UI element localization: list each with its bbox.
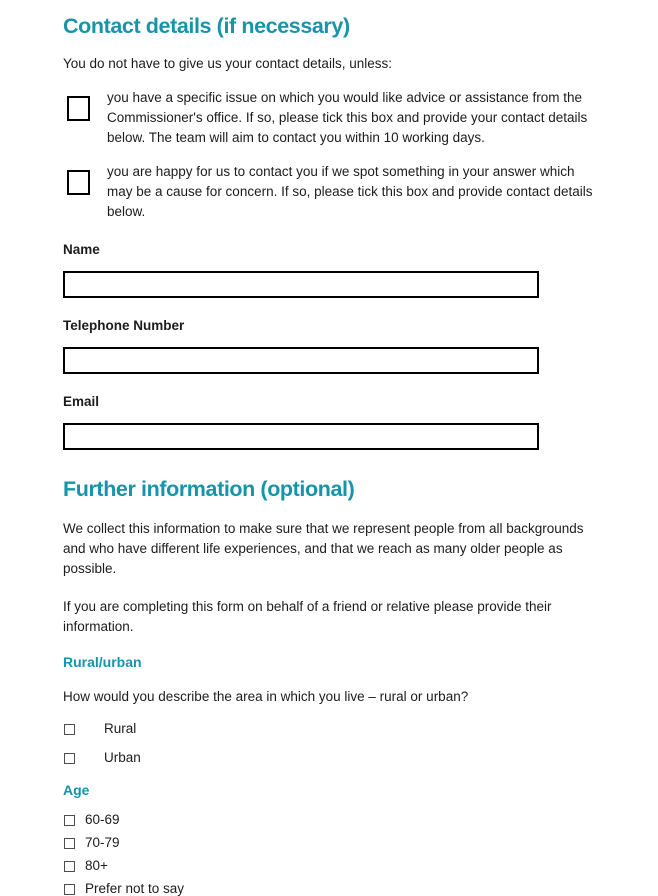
condition-row-concern bbox=[63, 162, 598, 222]
advice-checkbox[interactable] bbox=[67, 96, 90, 121]
further-info-paragraph-1: We collect this information to make sure that we represent people from all backgrounds and who have different life experiences, and that we reach as many older people as possible. bbox=[63, 521, 584, 576]
telephone-label: Telephone Number bbox=[63, 318, 185, 333]
rural-urban-question: How would you describe the area in which you live – rural or urban? bbox=[63, 689, 469, 704]
email-label: Email bbox=[63, 394, 100, 409]
urban-option-label: Urban bbox=[104, 750, 141, 765]
concern-condition-text: you are happy for us to contact you if we spot something in your answer which may be a cause for concern. If so, please tick this box and provide contact details below. bbox=[107, 164, 593, 219]
option-row-urban bbox=[63, 751, 598, 765]
option-row-rural bbox=[63, 722, 598, 736]
age-heading: Age bbox=[63, 782, 90, 798]
urban-checkbox[interactable] bbox=[64, 753, 75, 764]
rural-urban-heading: Rural/urban bbox=[63, 654, 142, 670]
name-label: Name bbox=[63, 242, 100, 257]
further-info-paragraph-2: If you are completing this form on behalf of a friend or relative please provide their information. bbox=[63, 599, 552, 634]
rural-checkbox[interactable] bbox=[64, 724, 75, 735]
name-field[interactable] bbox=[63, 271, 539, 298]
option-row-age-80-plus bbox=[63, 859, 598, 873]
rural-option-label: Rural bbox=[104, 721, 137, 736]
age-60-69-checkbox[interactable] bbox=[64, 815, 75, 826]
option-row-age-70-79 bbox=[63, 836, 598, 850]
contact-intro-text: You do not have to give us your contact details, unless: bbox=[63, 56, 392, 71]
contact-details-heading: Contact details (if necessary) bbox=[63, 14, 350, 38]
age-60-69-label: 60-69 bbox=[85, 812, 120, 827]
age-80-plus-checkbox[interactable] bbox=[64, 861, 75, 872]
age-80-plus-label: 80+ bbox=[85, 858, 108, 873]
telephone-field[interactable] bbox=[63, 347, 539, 374]
concern-checkbox[interactable] bbox=[67, 170, 90, 195]
option-row-age-prefer-not bbox=[63, 882, 598, 896]
further-information-heading: Further information (optional) bbox=[63, 477, 355, 501]
age-prefer-not-checkbox[interactable] bbox=[64, 884, 75, 895]
email-field[interactable] bbox=[63, 423, 539, 450]
age-prefer-not-label: Prefer not to say bbox=[85, 881, 185, 896]
age-70-79-label: 70-79 bbox=[85, 835, 120, 850]
option-row-age-60-69 bbox=[63, 813, 598, 827]
age-70-79-checkbox[interactable] bbox=[64, 838, 75, 849]
age-options-list bbox=[63, 813, 598, 896]
condition-row-advice bbox=[63, 88, 598, 148]
advice-condition-text: you have a specific issue on which you would like advice or assistance from the Commissioner's office. If so, please tick this box and provide your contact details below. The team will aim to contact you within 10 working days. bbox=[107, 90, 588, 145]
